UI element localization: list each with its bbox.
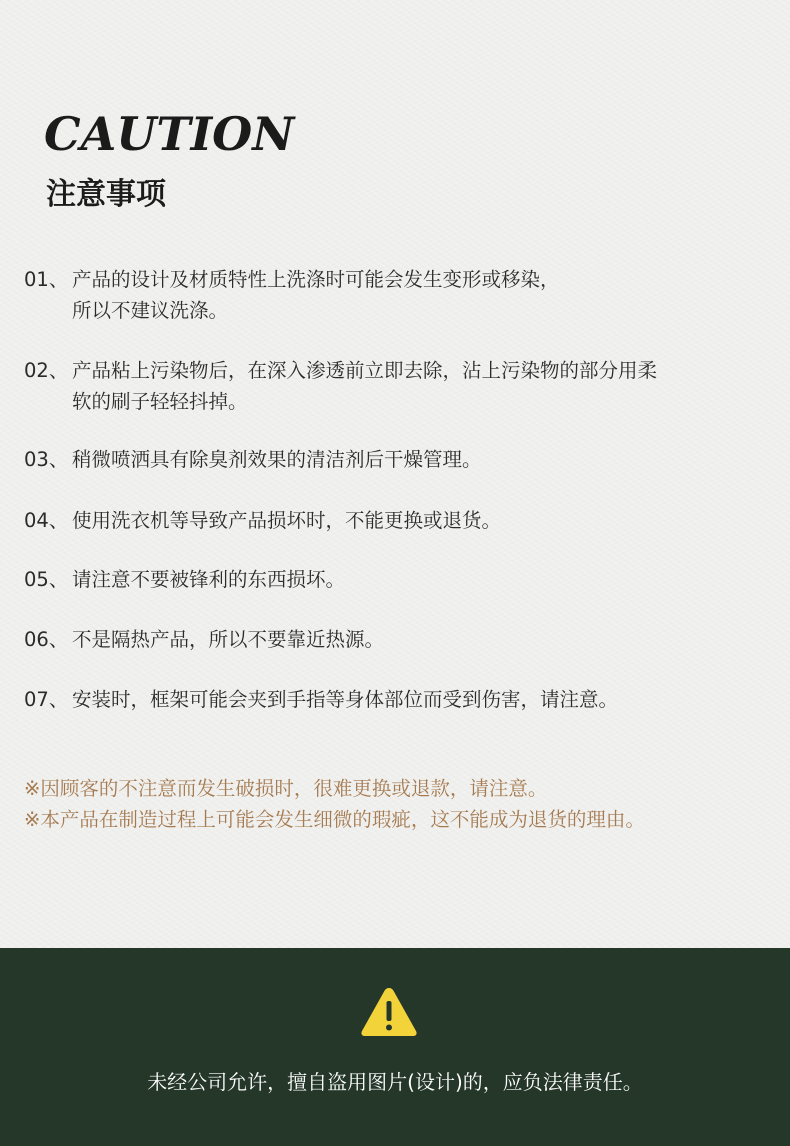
note-text: 不是隔热产品，所以不要靠近热源。 [72, 628, 385, 651]
note-text: 使用洗衣机等导致产品损坏时，不能更换或退货。 [72, 509, 502, 532]
note-text: 产品的设计及材质特性上洗涤时可能会发生变形或移染， [72, 268, 560, 291]
note-item-04 [24, 505, 764, 536]
note-item-06 [24, 624, 764, 655]
note-number: 05、 [24, 568, 69, 591]
footer-banner [0, 948, 790, 1146]
warning-notes [24, 773, 774, 835]
note-text: 产品粘上污染物后，在深入渗透前立即去除，沾上污染物的部分用柔 [72, 359, 658, 382]
note-text: 安装时，框架可能会夹到手指等身体部位而受到伤害，请注意。 [72, 688, 619, 711]
note-number: 02、 [24, 359, 69, 382]
note-number: 01、 [24, 268, 69, 291]
note-item-07 [24, 684, 764, 715]
note-text-continued: 所以不建议洗涤。 [72, 299, 229, 322]
note-item-02 [24, 355, 764, 417]
note-number: 04、 [24, 509, 69, 532]
note-text-continued: 软的刷子轻轻抖掉。 [72, 390, 248, 413]
warning-line-2: ※本产品在制造过程上可能会发生细微的瑕疵，这不能成为退货的理由。 [24, 808, 645, 831]
note-number: 06、 [24, 628, 69, 651]
note-text: 请注意不要被锋利的东西损坏。 [72, 568, 346, 591]
warning-line-1: ※因顾客的不注意而发生破损时，很难更换或退款，请注意。 [24, 777, 548, 800]
note-item-03 [24, 444, 764, 475]
note-number: 03、 [24, 448, 69, 471]
note-item-05 [24, 564, 764, 595]
caution-title: CAUTION [44, 107, 295, 161]
note-number: 07、 [24, 688, 69, 711]
note-text: 稍微喷洒具有除臭剂效果的清洁剂后干燥管理。 [72, 448, 482, 471]
warning-triangle-icon [360, 986, 418, 1038]
note-item-01 [24, 264, 764, 326]
caution-subtitle: 注意事项 [46, 177, 166, 212]
copyright-notice: 未经公司允许，擅自盗用图片(设计)的，应负法律责任。 [147, 1070, 643, 1094]
